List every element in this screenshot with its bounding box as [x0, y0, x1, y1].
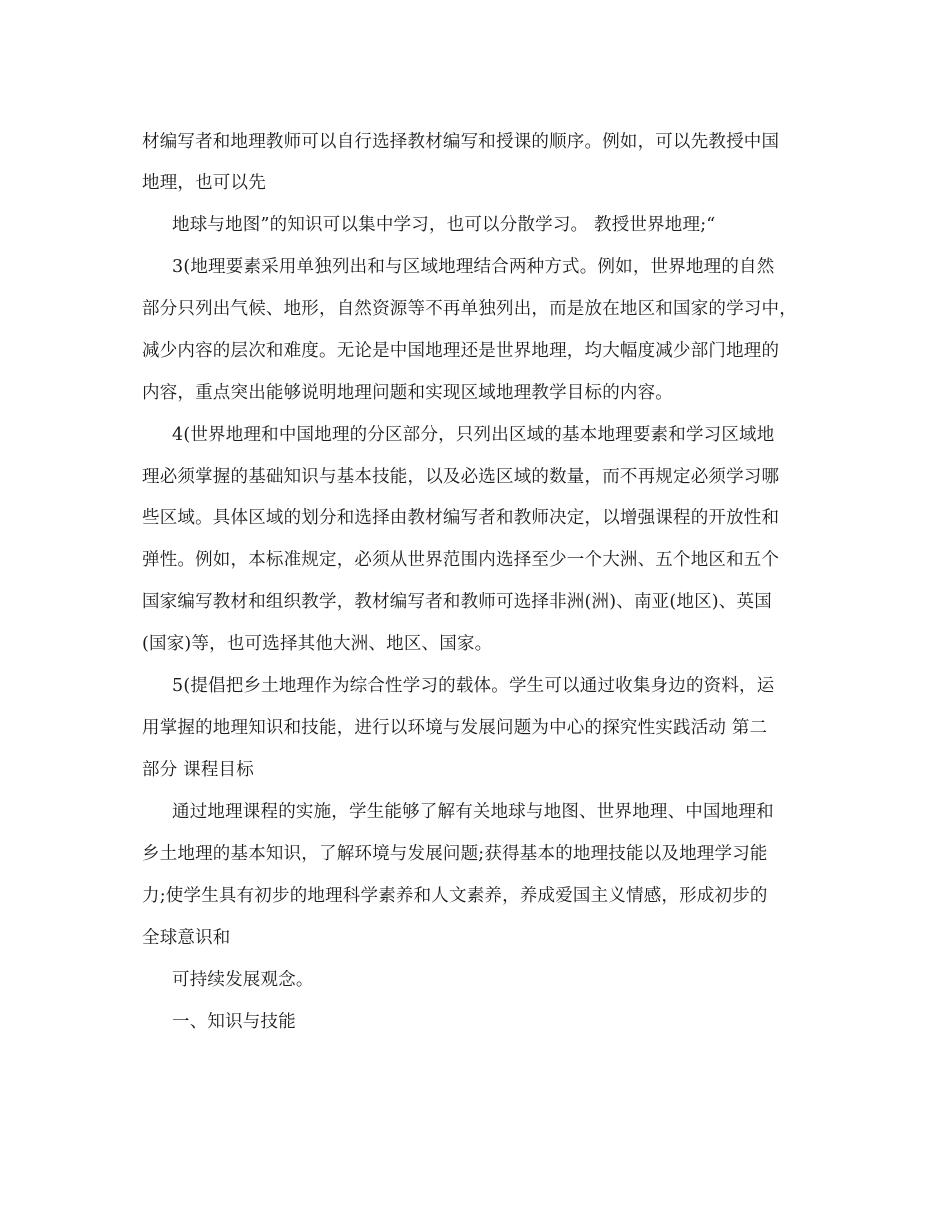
text-line: 用掌握的地理知识和技能，进行以环境与发展问题为中心的探究性实践活动 第二 — [142, 718, 768, 738]
text-line: 力;使学生具有初步的地理科学素养和人文素养，养成爱国主义情感，形成初步的 — [142, 886, 768, 906]
text-line: 地球与地图”的知识可以集中学习，也可以分散学习。 教授世界地理;“ — [172, 215, 716, 235]
paragraph-5-start: 5(提倡把乡土地理作为综合性学习的载体。学生可以通过收集身边的资料，运 — [172, 676, 775, 696]
text-line: 国家编写教材和组织教学，教材编写者和教师可选择非洲(洲)、南亚(地区)、英国 — [142, 592, 772, 612]
text-line: 内容，重点突出能够说明地理问题和实现区域地理教学目标的内容。 — [142, 383, 673, 403]
paragraph-4-start: 4(世界地理和中国地理的分区部分，只列出区域的基本地理要素和学习区域地 — [172, 425, 775, 445]
paragraph-3-start: 3(地理要素采用单独列出和与区域地理结合两种方式。例如，世界地理的自然 — [172, 257, 775, 277]
paragraph-goals-start: 通过地理课程的实施，学生能够了解有关地球与地图、世界地理、中国地理和 — [172, 802, 774, 822]
text-line: 地理，也可以先 — [142, 173, 266, 193]
text-line: 部分只列出气候、地形，自然资源等不再单独列出，而是放在地区和国家的学习中， — [142, 299, 797, 319]
text-line: 理必须掌握的基础知识与基本技能，以及必选区域的数量，而不再规定必须学习哪 — [142, 467, 780, 487]
text-line: 减少内容的层次和难度。无论是中国地理还是世界地理，均大幅度减少部门地理的 — [142, 341, 780, 361]
text-line: 材编写者和地理教师可以自行选择教材编写和授课的顺序。例如，可以先教授中国 — [142, 132, 780, 152]
text-line: 弹性。例如，本标准规定，必须从世界范围内选择至少一个大洲、五个地区和五个 — [142, 550, 780, 570]
text-line: 全球意识和 — [142, 928, 231, 948]
text-line: 可持续发展观念。 — [172, 970, 314, 990]
text-line: 些区域。具体区域的划分和选择由教材编写者和教师决定，以增强课程的开放性和 — [142, 508, 780, 528]
text-line: (国家)等，也可选择其他大洲、地区、国家。 — [142, 634, 493, 654]
section-heading-course-goals: 部分 课程目标 — [142, 760, 254, 780]
subsection-heading-knowledge-skills: 一、知识与技能 — [172, 1012, 296, 1032]
text-line: 乡土地理的基本知识，了解环境与发展问题;获得基本的地理技能以及地理学习能 — [142, 844, 768, 864]
